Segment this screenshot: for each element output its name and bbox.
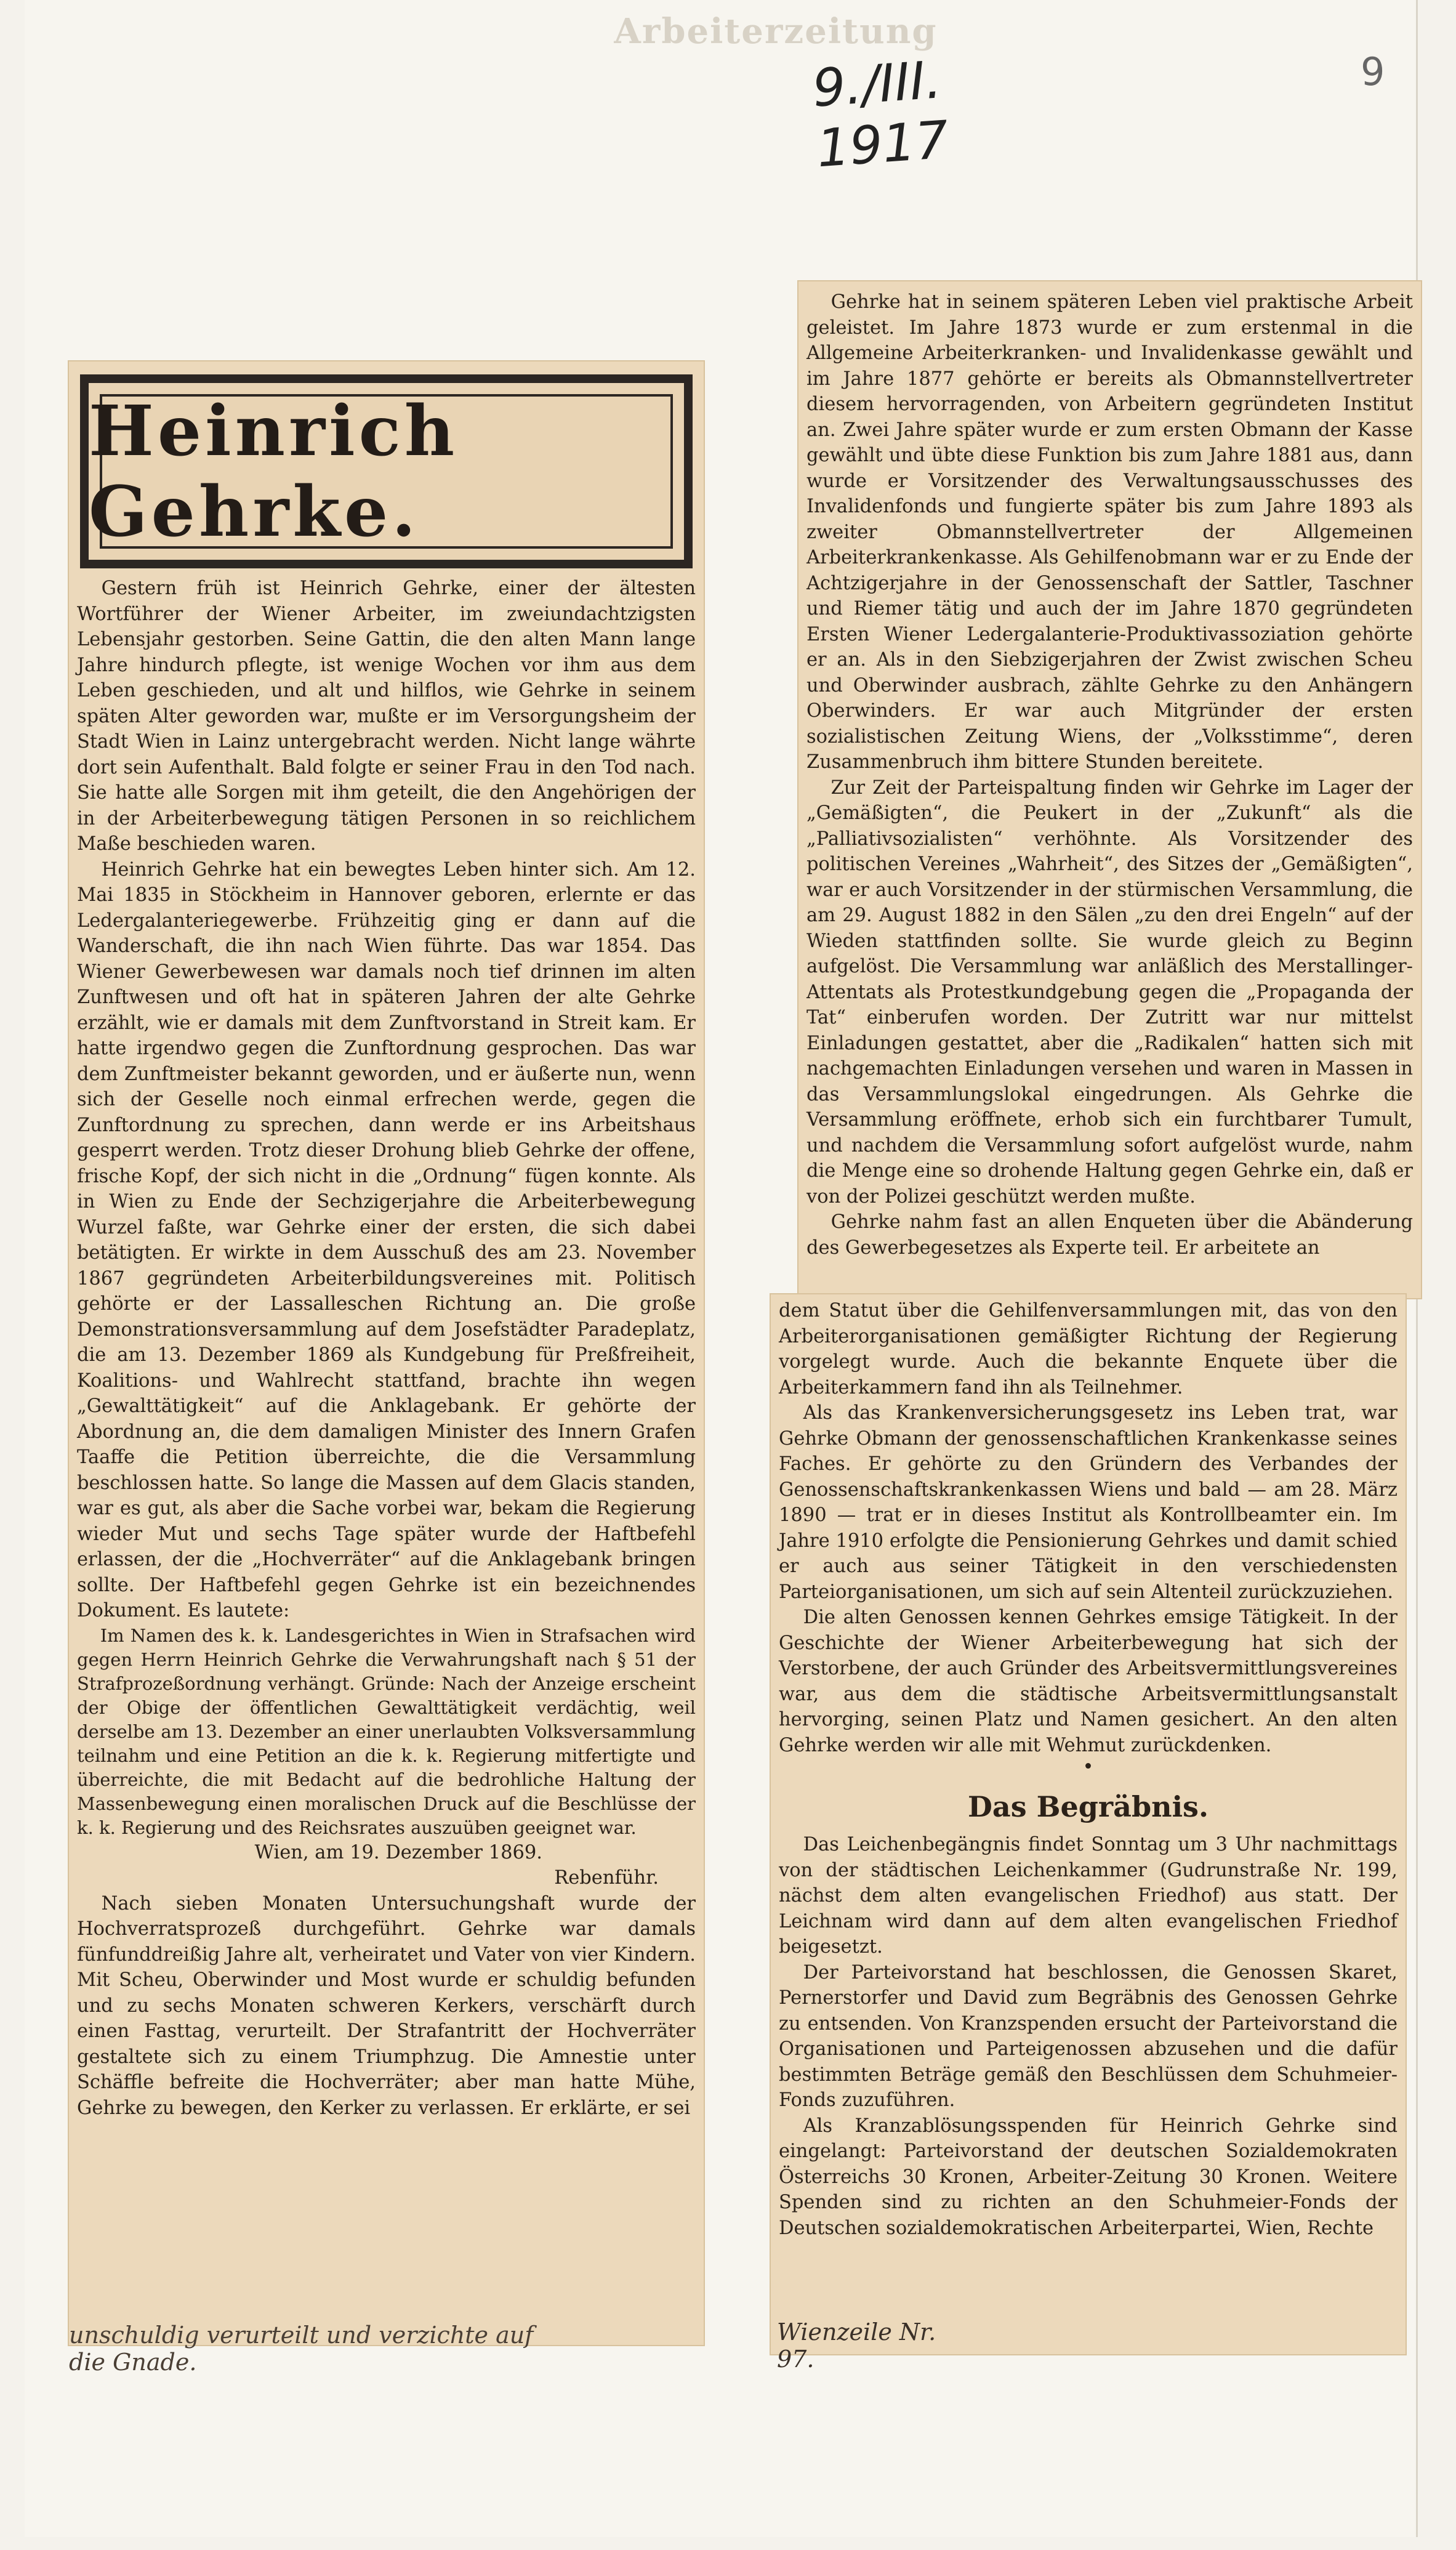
paragraph: Gestern früh ist Heinrich Gehrke, einer der ältesten Wortführer der Wiener Arbeiter, im zweiundachtzigsten Lebensjahr gestorben. Seine Gattin, die den alten Mann lange Jahre hindurch pflegte, ist wenige Wochen vor ihm aus dem Leben geschieden, und alt und hilflos, wie Gehrke in seinem späten Alter geworden war, mußte er im Versorgungsheim der Stadt Wien in Lainz untergebracht werden. Nicht lange währte dort sein Aufenthalt. Bald folgte er seiner Frau in den Tod nach. Sie hatte alle Sorgen mit ihm geteilt, die den Angehörigen der in der Arbeiterbewegung tätigen Personen in so reichlichem Maße beschieden waren.	[77, 578, 696, 855]
paragraph: dem Statut über die Gehilfenversammlungen mit, das von den Arbeiterorganisationen gemäßigter Richtung der Regierung vorgelegt wurde. Auch die bekannte Enquete über die Arbeiterkammern fand ihn als Teilnehmer.	[779, 1300, 1398, 1398]
paragraph: Nach sieben Monaten Untersuchungshaft wurde der Hochverratsprozeß durchgeführt. Gehrke war damals fünfunddreißig Jahre alt, verheiratet und Vater von vier Kindern. Mit Scheu, Oberwinder und Most wurde er schuldig befunden und zu sechs Monaten schweren Kerkers, verschärft durch einen Fasttag, verurteilt. Der Strafantritt der Hochverräter gestaltete sich zu einem Triumphzug. Die Amnestie unter Schäffle befreite die Hochverräter; aber man hatte Mühe, Gehrke zu bewegen, den Kerker zu verlassen. Er erklärte, er sei	[77, 1892, 696, 2119]
paragraph: Der Parteivorstand hat beschlossen, die Genossen Skaret, Pernerstorfer und David zum Begräbnis des Genossen Gehrke zu entsenden. Von Kranzspenden ersucht der Parteivorstand die Organisationen und Parteigenossen abzusehen und die dafür bestimmten Beträge gemäß den Beschlüssen dem Schuhmeier-Fonds zuzuführen.	[779, 1961, 1398, 2111]
paragraph: Zur Zeit der Parteispaltung finden wir Gehrke im Lager der „Gemäßigten“, die Peukert in der „Zukunft“ als die „Palliativsozialisten“ verhöhnte. Als Vorsitzender des politischen Vereines „Wahrheit“, des Sitzes der „Gemäßigten“, war er auch Vorsitzender in der stürmischen Versammlung, die am 29. August 1882 in den Sälen „zu den drei Engeln“ auf der Wieden stattfinden sollte. Sie wurde gleich zu Beginn aufgelöst. Die Versammlung war anläßlich des Merstallinger-Attentats als Protestkundgebung gegen die „Propaganda der Tat“ einberufen worden. Der Zutritt war nur mittelst Einladungen gestattet, aber die „Radikalen“ hatten sich mit nachgemachten Einladungen versehen und waren in Massen in das Versammlungslokal eingedrungen. Als Gehrke die Versammlung eröffnete, erhob sich ein furchtbarer Tumult, und nachdem die Versammlung sofort aufgelöst wurde, nahm die Menge eine so drohende Haltung gegen Gehrke ein, daß er von der Polizei geschützt werden mußte.	[806, 777, 1413, 1208]
right-column-footer: Wienzeile Nr. 97.	[777, 2318, 936, 2373]
paragraph: Gehrke hat in seinem späteren Leben viel praktische Arbeit geleistet. Im Jahre 1873 wurde er zum erstenmal in die Allgemeine Arbeiterkranken- und Invalidenkasse gewählt und im Jahre 1877 gehörte er bereits als Obmannstellvertreter diesem hervorragenden, von Arbeitern gegründeten Institut an. Zwei Jahre später wurde er zum ersten Obmann der Kasse gewählt und übte diese Funktion bis zum Jahre 1881 aus, dann wurde er Vorsitzender des Verwaltungsausschusses des Invalidenfonds und fungierte später bis zum Jahre 1893 als zweiter Obmannstellvertreter der Allgemeinen Arbeiterkrankenkasse. Als Gehilfenobmann war er zu Ende der Achtzigerjahre in der Genossenschaft der Sattler, Taschner und Riemer tätig und auch der im Jahre 1870 gegründeten Ersten Wiener Ledergalanterie-Produktivassoziation gehörte er an. Als in den Siebzigerjahren der Zwist zwischen Scheu und Oberwinder ausbrach, zählte Gehrke zu den Anhängern Oberwinders. Er war auch Mitgründer der ersten sozialistischen Zeitung Wiens, der „Volksstimme“, deren Zusammenbruch ihm bittere Stunden bereitete.	[806, 291, 1413, 773]
paragraph: Als das Krankenversicherungsgesetz ins Leben trat, war Gehrke Obmann der genossenschaftlichen Krankenkasse seines Faches. Er gehörte zu den Gründern des Verbandes der Genossenschaftskrankenkassen Wiens und bald — am 28. März 1890 — trat er in dieses Institut als Kontrollbeamter ein. Im Jahre 1910 erfolgte die Pensionierung Gehrkes und damit schied er auch aus seiner Tätigkeit in den verschiedensten Parteiorganisationen, um sich auf sein Altenteil zurückzuziehen.	[779, 1402, 1398, 1603]
warrant-quote: Im Namen des k. k. Landesgerichtes in Wien in Strafsachen wird gegen Herrn Heinrich Gehrke die Verwahrungshaft nach § 51 der Strafprozeßordnung verhängt. Gründe: Nach der Anzeige erscheint der Obige der öffentlichen Gewalttätigkeit verdächtig, weil derselbe am 13. Dezember an einer unerlaubten Volksversammlung teilnahm und eine Petition an die k. k. Regierung mitfertigte und überreichte, die mit Bedacht auf die bedrohliche Haltung der Massenbewegung einen moralischen Druck auf die Beschlüsse der k. k. Regierung und des Reichsrates auszuüben geeignet war.	[77, 1624, 696, 1838]
left-column-footer: unschuldig verurteilt und verzichte auf die Gnade.	[69, 2322, 534, 2376]
paragraph: Das Leichenbegängnis findet Sonntag um 3 Uhr nachmittags von der städtischen Leichenkammer (Gudrunstraße Nr. 199, nächst dem alten evangelischen Friedhof) aus statt. Der Leichnam wird dann auf dem alten evangelischen Friedhof beigesetzt.	[779, 1834, 1398, 1958]
handwritten-date: 9./III. 1917	[810, 49, 951, 179]
paragraph: Als Kranzablösungsspenden für Heinrich Gehrke sind eingelangt: Parteivorstand der deutschen Sozialdemokraten Österreichs 30 Kronen, Arbeiter-Zeitung 30 Kronen. Weitere Spenden sind zu richten an den Schuhmeier-Fonds der Deutschen sozialdemokratischen Arbeiterpartei, Wien, Rechte	[779, 2115, 1398, 2239]
warrant-date: Wien, am 19. Dezember 1869.	[254, 1841, 542, 1863]
paragraph: Gehrke nahm fast an allen Enqueten über die Abänderung des Gewerbegesetzes als Experte teil. Er arbeitete an	[806, 1211, 1413, 1259]
masthead-watermark: Arbeiterzeitung	[614, 11, 938, 52]
warrant-signature: Rebenführ.	[554, 1867, 659, 1889]
left-column	[77, 576, 696, 2343]
title-frame	[80, 374, 693, 568]
right-bottom-column	[777, 1298, 1398, 2373]
paragraph: Die alten Genossen kennen Gehrkes emsige Tätigkeit. In der Geschichte der Wiener Arbeiterbewegung hat sich der Verstorbene, der auch Gründer des Arbeitsvermittlungsvereines war, aus dem die städtische Arbeitsvermittlungsanstalt hervorging, seinen Platz und Namen gesichert. An den alten Gehrke werden wir alle mit Wehmut zurückdenken.	[779, 1607, 1398, 1756]
section-heading: Das Begräbnis.	[968, 1790, 1209, 1823]
article-title: Heinrich Gehrke.	[89, 390, 459, 552]
separator-dot: •	[1082, 1756, 1094, 1778]
right-top-column	[806, 289, 1413, 1299]
page-number: 9	[1361, 49, 1385, 94]
paragraph: Heinrich Gehrke hat ein bewegtes Leben hinter sich. Am 12. Mai 1835 in Stöckheim in Hannover geboren, erlernte er das Ledergalanteriegewerbe. Frühzeitig ging er dann auf die Wanderschaft, die ihn nach Wien führte. Das war 1854. Das Wiener Gewerbewesen war damals noch tief drinnen im alten Zunftwesen und oft hat in späteren Jahren der alte Gehrke erzählt, wie er damals mit dem Zunftvorstand in Streit kam. Er hatte irgendwo gegen die Zunftordnung gesprochen. Das war dem Zunftmeister bekannt geworden, und er äußerte nun, wenn sich der Geselle noch einmal erfrechen werde, gegen die Zunftordnung zu sprechen, dann werde er ins Arbeitshaus gesperrt werden. Trotz dieser Drohung blieb Gehrke der offene, frische Kopf, der sich nicht in die „Ordnung“ fügen konnte. Als in Wien zu Ende der Sechzigerjahre die Arbeiterbewegung Wurzel faßte, war Gehrke einer der ersten, die sich dabei betätigten. Er wirkte in dem Ausschuß des am 23. November 1867 gegründeten Arbeiterbildungsvereines mit. Politisch gehörte er der Lassalleschen Richtung an. Die große Demonstrationsversammlung auf dem Josefstädter Paradeplatz, die am 13. Dezember 1869 als Kundgebung für Preßfreiheit, Koalitions- und Wahlrecht stattfand, brachte ihn wegen „Gewalttätigkeit“ auf die Anklagebank. Er gehörte der Abordnung an, die dem damaligen Minister des Innern Grafen Taaffe die Petition überreichte, die die Versammlung beschlossen hatte. So lange die Massen auf dem Glacis standen, war es gut, als aber die Sache vorbei war, bekam die Regierung wieder Mut und sechs Tage später wurde der Haftbefehl erlassen, der die „Hochverräter“ auf die Anklagebank bringen sollte. Der Haftbefehl gegen Gehrke ist ein bezeichnendes Dokument. Es lautete:	[77, 858, 696, 1621]
